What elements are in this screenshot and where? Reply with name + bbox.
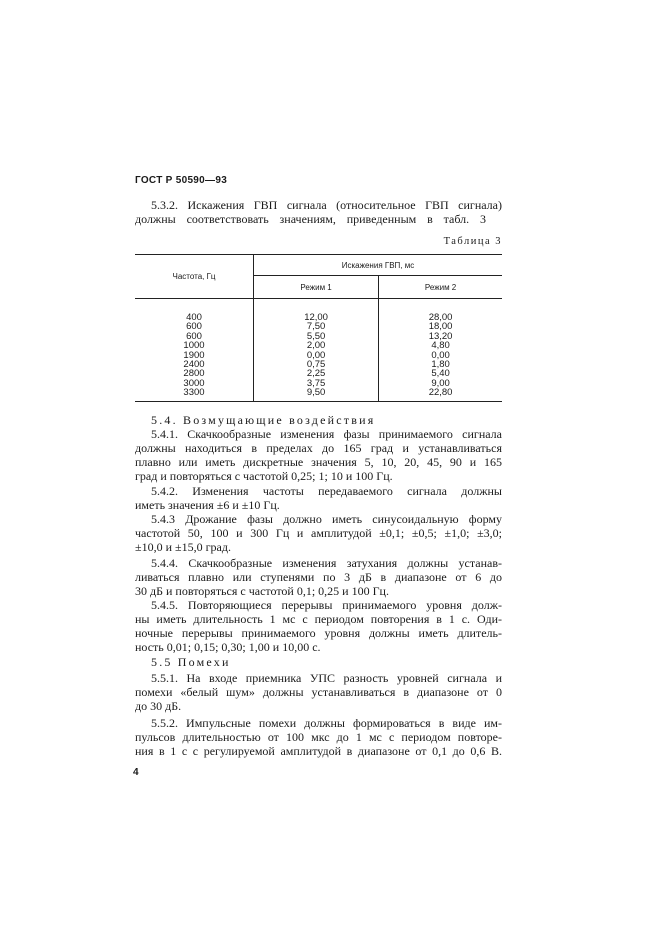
- column-header-group: Искажения ГВП, мс: [254, 255, 503, 276]
- cell-mode-1: 2,00: [254, 341, 379, 350]
- document-header: ГОСТ Р 50590—93: [135, 175, 228, 186]
- section-5-4-title: 5.4. Возмущающие воздействия: [151, 413, 376, 427]
- cell-frequency: 1900: [135, 351, 254, 360]
- page-number: 4: [133, 767, 139, 778]
- section-5-5-title: 5.5 Помехи: [151, 655, 231, 669]
- cell-mode-2: 4,80: [431, 340, 450, 352]
- paragraph-5-4-1-line: плавно или иметь дискретные значения 5, 10, 20, 45, 90 и 165: [135, 455, 502, 469]
- cell-mode-1: 7,50: [254, 322, 379, 331]
- cell-frequency: 2400: [135, 360, 254, 369]
- cell-mode-1: 2,25: [254, 369, 379, 378]
- paragraph-5-4-2-line: иметь значения ±6 и ±10 Гц.: [135, 498, 280, 512]
- paragraph-5-4-4-line: ливаться плавно или ступенями по 3 дБ в диапазоне от 6 до: [135, 570, 502, 584]
- cell-mode-2: 18,00: [428, 321, 453, 333]
- paragraph-5-4-5-line: ны иметь длительность 1 мс с периодом повторения в 1 с. Оди-: [135, 612, 502, 626]
- column-header-mode-2: Режим 2: [379, 276, 502, 299]
- paragraph-5-4-2-line: 5.4.2. Изменения частоты передаваемого сигнала должны: [151, 484, 502, 498]
- paragraph-5-4-5-line: 5.4.5. Повторяющиеся перерывы принимаемого уровня долж-: [151, 598, 502, 612]
- paragraph-5-5-1-line: 5.5.1. На входе приемника УПС разность уровней сигнала и: [151, 671, 502, 685]
- paragraph-5-4-1-line: град и повторяться с частотой 0,25; 1; 10 и 100 Гц.: [135, 469, 393, 483]
- cell-frequency: 2800: [135, 369, 254, 378]
- intro-line-1: 5.3.2. Искажения ГВП сигнала (относительное ГВП сигнала): [151, 198, 502, 212]
- cell-mode-1: 0,00: [254, 351, 379, 360]
- cell-mode-2: 1,80: [431, 359, 450, 371]
- paragraph-5-4-1-line: 5.4.1. Скачкообразные изменения фазы принимаемого сигнала: [151, 427, 502, 441]
- paragraph-5-4-3-line: частотой 50, 100 и 300 Гц и амплитудой ±0,1; ±0,5; ±1,0; ±3,0;: [135, 526, 502, 540]
- paragraph-5-4-3-line: ±10,0 и ±15,0 град.: [135, 540, 231, 554]
- cell-mode-2: 5,40: [431, 368, 450, 380]
- column-header-mode-1: Режим 1: [254, 276, 379, 299]
- cell-mode-2: 28,00: [428, 312, 453, 323]
- paragraph-5-4-4-line: 5.4.4. Скачкообразные изменения затухания должны устанав-: [151, 556, 502, 570]
- paragraph-5-4-1-line: должны находиться в пределах до 165 град и устанавливаться: [135, 441, 502, 455]
- paragraph-5-5-2-line: ния в 1 с с регулируемой амплитудой в диапазоне от 0,1 до 0,6 В.: [135, 744, 502, 758]
- paragraph-5-4-5-line: ночные перерывы принимаемого уровня должны иметь длитель-: [135, 626, 502, 640]
- paragraph-5-5-1-line: помехи «белый шум» должны устанавливаться в диапазоне от 0: [135, 685, 502, 699]
- cell-frequency: 400: [135, 299, 254, 323]
- column-header-frequency: Частота, Гц: [135, 255, 254, 299]
- paragraph-5-5-1-line: до 30 дБ.: [135, 699, 182, 713]
- cell-mode-1: 9,50: [254, 388, 379, 401]
- cell-frequency: 600: [135, 322, 254, 331]
- cell-frequency: 600: [135, 332, 254, 341]
- paragraph-5-4-3-line: 5.4.3 Дрожание фазы должно иметь синусоидальную форму: [151, 512, 502, 526]
- paragraph-5-5-2-line: 5.5.2. Импульсные помехи должны формироваться в виде им-: [151, 716, 502, 730]
- cell-mode-1: 12,00: [254, 299, 379, 323]
- cell-mode-1: 5,50: [254, 332, 379, 341]
- table-row: [135, 299, 502, 323]
- cell-mode-1: 3,75: [254, 379, 379, 388]
- gvp-distortion-table: [135, 254, 502, 402]
- intro-line-2: должны соответствовать значениям, приведенным в табл. 3: [135, 212, 486, 226]
- cell-frequency: 3000: [135, 379, 254, 388]
- cell-mode-2: 22,80: [379, 388, 502, 401]
- cell-mode-2: 13,20: [428, 330, 453, 342]
- cell-frequency: 1000: [135, 341, 254, 350]
- cell-mode-2: 9,00: [431, 377, 450, 389]
- paragraph-5-5-2-line: пульсов длительностью от 100 мкс до 1 мс с периодом повторе-: [135, 730, 502, 744]
- cell-frequency: 3300: [135, 388, 254, 401]
- cell-mode-1: 0,75: [254, 360, 379, 369]
- cell-mode-2: 0,00: [431, 349, 450, 361]
- table-label: Таблица 3: [443, 236, 502, 247]
- paragraph-5-4-5-line: ность 0,01; 0,15; 0,30; 1,00 и 10,00 с.: [135, 640, 321, 654]
- paragraph-5-4-4-line: 30 дБ и повторяться с частотой 0,1; 0,25 и 100 Гц.: [135, 584, 389, 598]
- table-row: [135, 388, 502, 401]
